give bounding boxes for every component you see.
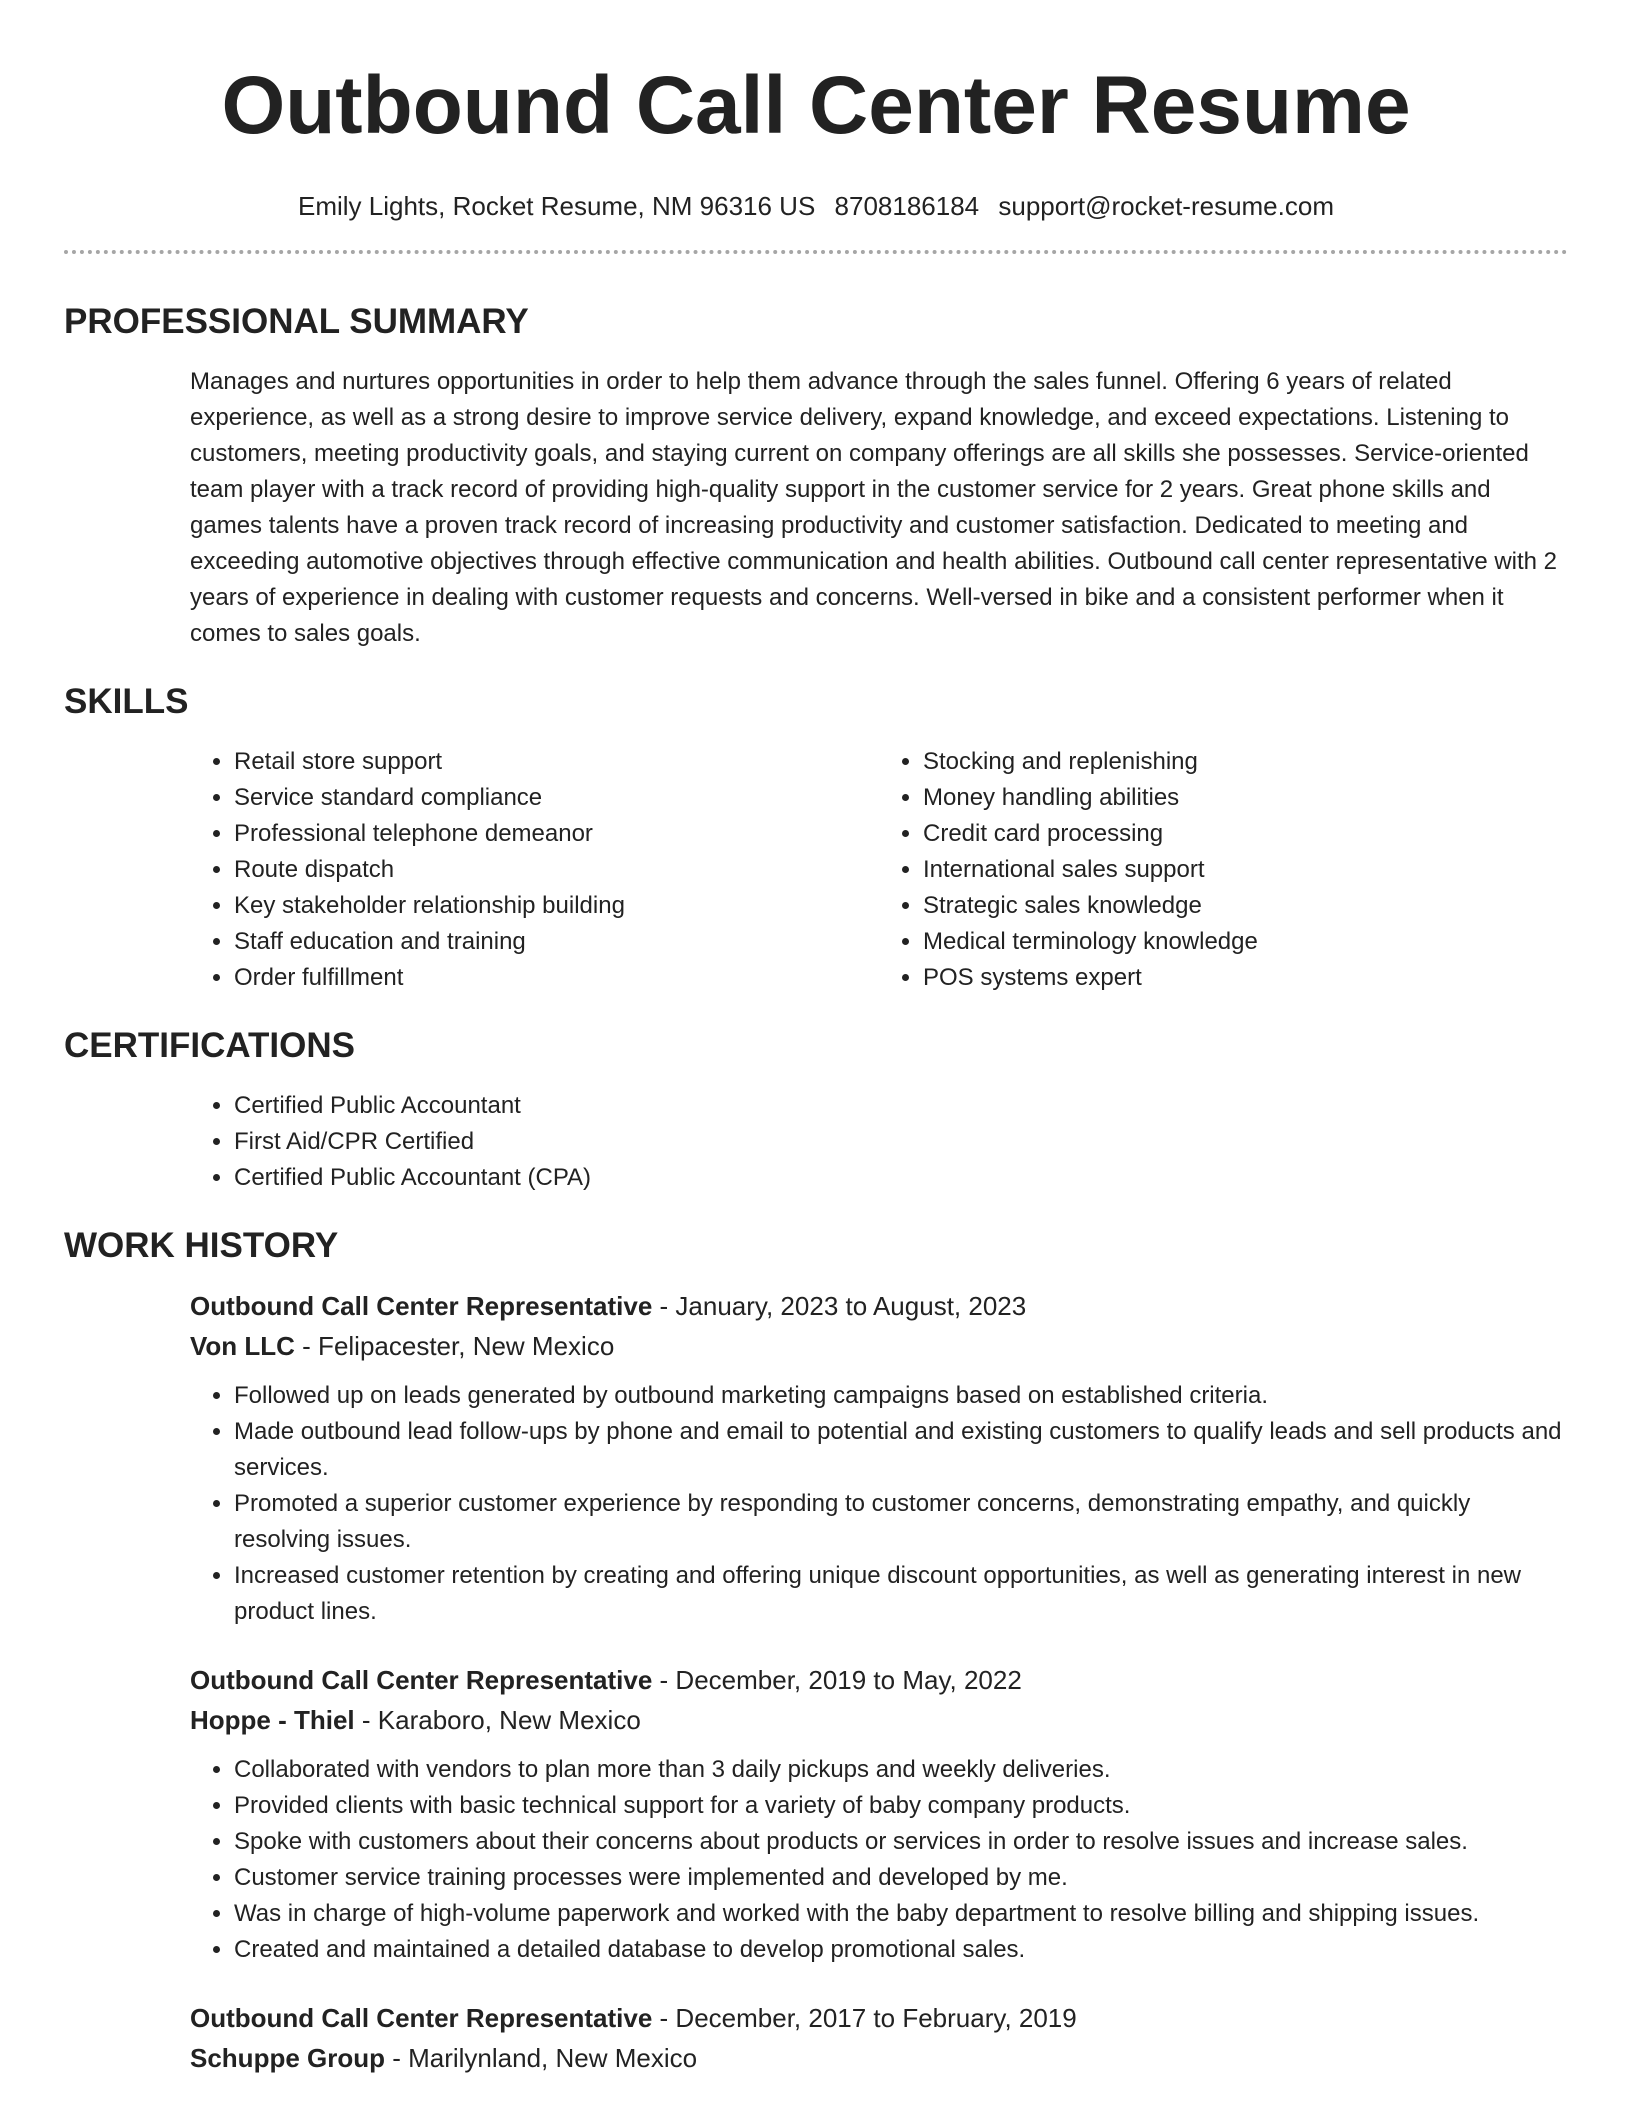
job-company-line xyxy=(190,1326,1568,1366)
certifications-heading: CERTIFICATIONS xyxy=(64,1026,356,1065)
skill-item: • Order fulfillment xyxy=(234,960,879,996)
skills-right-column xyxy=(879,744,1568,996)
job-title-line xyxy=(190,1660,1568,1700)
skill-item: • Credit card processing xyxy=(923,816,1568,852)
job-bullet: • Increased customer retention by creating and offering unique discount opportunities, as well as generating interest in new product lines. xyxy=(234,1558,1568,1630)
job-bullet: • Collaborated with vendors to plan more than 3 daily pickups and weekly deliveries. xyxy=(234,1752,1568,1788)
job-bullet: • Provided clients with basic technical support for a variety of baby company products. xyxy=(234,1788,1568,1824)
job-bullets xyxy=(190,1378,1568,1630)
job-location: - Marilynland, New Mexico xyxy=(385,2043,698,2073)
job-entry xyxy=(190,1998,1568,2078)
summary-heading: PROFESSIONAL SUMMARY xyxy=(64,302,529,341)
skill-item: • Medical terminology knowledge xyxy=(923,924,1568,960)
certification-item: • Certified Public Accountant (CPA) xyxy=(234,1160,1568,1196)
skills-list xyxy=(190,744,1568,996)
job-bullet: • Was in charge of high-volume paperwork and worked with the baby department to resolve billing and shipping issues. xyxy=(234,1896,1568,1932)
job-bullet: • Spoke with customers about their concerns about products or services in order to resolve issues and increase sales. xyxy=(234,1824,1568,1860)
job-dates: - January, 2023 to August, 2023 xyxy=(652,1291,1027,1321)
skills-heading: SKILLS xyxy=(64,682,189,721)
job-company-line xyxy=(190,2038,1568,2078)
contact-line xyxy=(64,190,1568,222)
job-bullet: • Made outbound lead follow-ups by phone and email to potential and existing customers to qualify leads and sell products and services. xyxy=(234,1414,1568,1486)
job-title: Outbound Call Center Representative xyxy=(190,1665,653,1695)
job-bullets xyxy=(190,1752,1568,1968)
skill-item: • Key stakeholder relationship building xyxy=(234,888,879,924)
job-title: Outbound Call Center Representative xyxy=(190,2003,653,2033)
job-bullet: • Followed up on leads generated by outbound marketing campaigns based on established criteria. xyxy=(234,1378,1568,1414)
contact-address: Emily Lights, Rocket Resume, NM 96316 US xyxy=(297,191,816,221)
skill-item: • International sales support xyxy=(923,852,1568,888)
job-entry xyxy=(190,1660,1568,1968)
skill-item: • Stocking and replenishing xyxy=(923,744,1568,780)
job-title: Outbound Call Center Representative xyxy=(190,1291,653,1321)
skill-item: • Professional telephone demeanor xyxy=(234,816,879,852)
job-company: Schuppe Group xyxy=(190,2043,385,2073)
job-bullet: • Created and maintained a detailed database to develop promotional sales. xyxy=(234,1932,1568,1968)
skill-item: • Money handling abilities xyxy=(923,780,1568,816)
job-company: Hoppe - Thiel xyxy=(190,1705,355,1735)
contact-phone: 8708186184 xyxy=(834,191,980,221)
skill-item: • Route dispatch xyxy=(234,852,879,888)
certifications-list xyxy=(190,1088,1568,1196)
skill-item: • POS systems expert xyxy=(923,960,1568,996)
header-divider xyxy=(64,250,1568,254)
certifications-bullets xyxy=(190,1088,1568,1196)
job-entry xyxy=(190,1286,1568,1630)
job-title-line xyxy=(190,1286,1568,1326)
skills-left-column xyxy=(190,744,879,996)
skill-item: • Service standard compliance xyxy=(234,780,879,816)
work-history-heading: WORK HISTORY xyxy=(64,1226,339,1265)
job-company-line xyxy=(190,1700,1568,1740)
job-location: - Felipacester, New Mexico xyxy=(294,1331,615,1361)
job-dates: - December, 2017 to February, 2019 xyxy=(652,2003,1077,2033)
contact-email: support@rocket-resume.com xyxy=(998,191,1334,221)
job-title-line xyxy=(190,1998,1568,2038)
skill-item: • Strategic sales knowledge xyxy=(923,888,1568,924)
job-location: - Karaboro, New Mexico xyxy=(354,1705,641,1735)
job-dates: - December, 2019 to May, 2022 xyxy=(652,1665,1022,1695)
job-company: Von LLC xyxy=(190,1331,295,1361)
skill-item: • Retail store support xyxy=(234,744,879,780)
skill-item: • Staff education and training xyxy=(234,924,879,960)
certification-item: • First Aid/CPR Certified xyxy=(234,1124,1568,1160)
summary-text: Manages and nurtures opportunities in order to help them advance through the sales funnel. Offering 6 years of related experience, as well as a strong desire to improve service delivery, expand knowledge, and exceed expectations. Listening to customers, meeting productivity goals, and staying current on company offerings are all skills she possesses. Service-oriented team player with a track record of providing high-quality support in the customer service for 2 years. Great phone skills and games talents have a proven track record of increasing productivity and customer satisfaction. Dedicated to meeting and exceeding automotive objectives through effective communication and health abilities. Outbound call center representative with 2 years of experience in dealing with customer requests and concerns. Well-versed in bike and a consistent performer when it comes to sales goals. xyxy=(190,368,1558,647)
job-bullet: • Promoted a superior customer experience by responding to customer concerns, demonstrating empathy, and quickly resolving issues. xyxy=(234,1486,1568,1558)
certification-item: • Certified Public Accountant xyxy=(234,1088,1568,1124)
resume-title: Outbound Call Center Resume xyxy=(221,60,1411,151)
job-bullet: • Customer service training processes were implemented and developed by me. xyxy=(234,1860,1568,1896)
